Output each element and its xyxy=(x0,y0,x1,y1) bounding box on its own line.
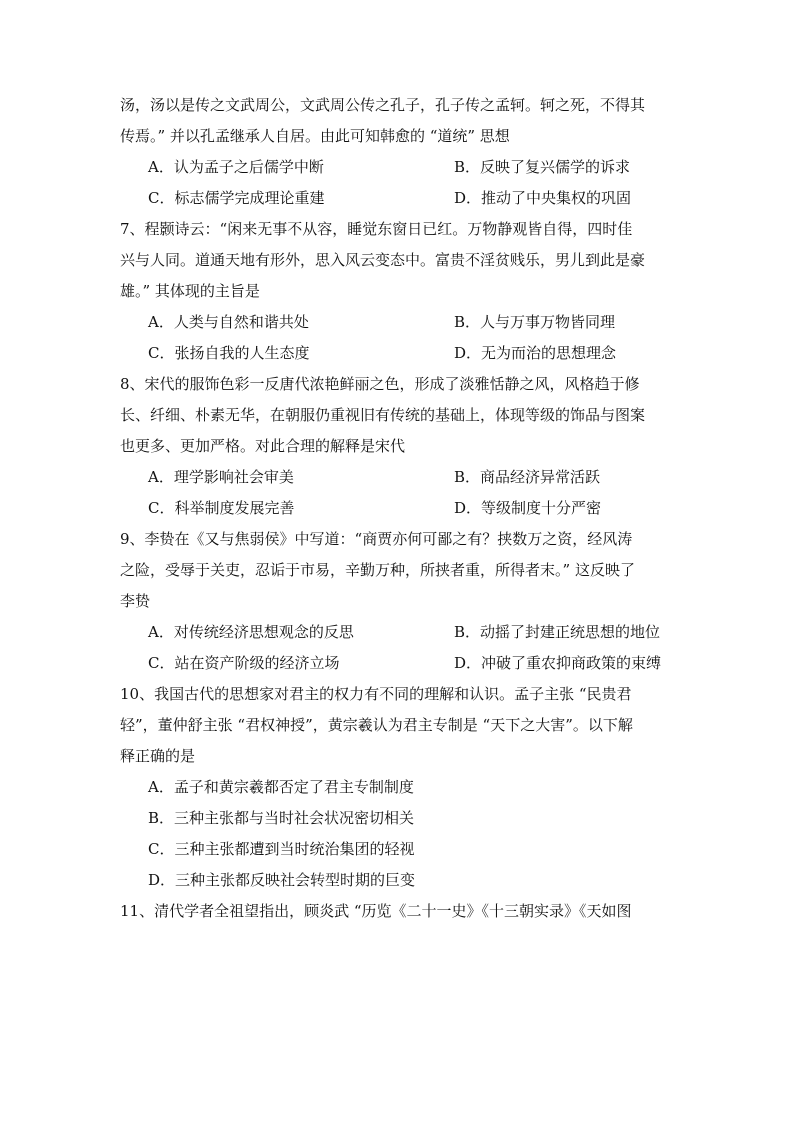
question-10-option-b-row xyxy=(120,803,680,834)
question-8-stem-line-3: 也更多、更加严格。对此合理的解释是宋代 xyxy=(120,437,406,455)
question-9-option-b: B．动摇了封建正统思想的地位 xyxy=(454,623,661,641)
question-6-option-a: A．认为孟子之后儒学中断 xyxy=(148,158,324,176)
question-8-stem-line-2: 长、纤细、朴素无华，在朝服仍重视旧有传统的基础上，体现等级的饰品与图案 xyxy=(120,406,646,424)
question-6-stem-line-1: 汤，汤以是传之文武周公，文武周公传之孔子，孔子传之孟轲。轲之死，不得其 xyxy=(120,96,646,114)
question-10-stem-line-3: 释正确的是 xyxy=(120,747,196,765)
question-6-option-d: D．推动了中央集权的巩固 xyxy=(454,189,632,207)
document-content xyxy=(120,90,680,927)
question-9-option-c: C．站在资产阶级的经济立场 xyxy=(148,654,340,672)
question-9-stem-line-2: 之险，受辱于关吏，忍诟于市易，辛勤万种，所挟者重，所得者末。” 这反映了 xyxy=(120,561,635,579)
question-8-option-d: D．等级制度十分严密 xyxy=(454,499,602,517)
question-10-option-d: D．三种主张都反映社会转型时期的巨变 xyxy=(148,871,416,889)
question-7-options-row-1 xyxy=(120,307,680,338)
question-6-options-row-2 xyxy=(120,183,680,214)
question-8-option-c: C．科举制度发展完善 xyxy=(148,499,295,517)
question-7 xyxy=(120,214,680,369)
question-6-option-c: C．标志儒学完成理论重建 xyxy=(148,189,325,207)
question-9-stem-line-3: 李贽 xyxy=(120,592,151,610)
question-9 xyxy=(120,524,680,679)
question-7-stem-line-1: 7、程颢诗云：“闲来无事不从容，睡觉东窗日已红。万物静观皆自得，四时佳 xyxy=(120,220,633,238)
question-7-stem-line-3: 雄。” 其体现的主旨是 xyxy=(120,282,260,300)
question-10-stem-line-2: 轻”，董仲舒主张 “君权神授”，黄宗羲认为君主专制是 “天下之大害”。以下解 xyxy=(120,716,633,734)
question-8-options-row-2 xyxy=(120,493,680,524)
question-11 xyxy=(120,896,680,927)
question-8-options-row-1 xyxy=(120,462,680,493)
question-9-option-a: A．对传统经济思想观念的反思 xyxy=(148,623,354,641)
question-9-options-row-1 xyxy=(120,617,680,648)
question-8-stem-line-1: 8、宋代的服饰色彩一反唐代浓艳鲜丽之色，形成了淡雅恬静之风，风格趋于修 xyxy=(120,375,640,393)
question-10-option-b: B．三种主张都与当时社会状况密切相关 xyxy=(148,809,415,827)
question-9-options-row-2 xyxy=(120,648,680,679)
question-7-options-row-2 xyxy=(120,338,680,369)
question-10-option-a-row xyxy=(120,772,680,803)
question-10-option-d-row xyxy=(120,865,680,896)
question-10-stem-line-1: 10、我国古代的思想家对君主的权力有不同的理解和认识。孟子主张 “民贵君 xyxy=(120,685,632,703)
question-10-option-c: C．三种主张都遭到当时统治集团的轻视 xyxy=(148,840,415,858)
question-7-option-b: B．人与万事万物皆同理 xyxy=(454,313,616,331)
question-10 xyxy=(120,679,680,896)
question-6 xyxy=(120,90,680,214)
question-10-option-c-row xyxy=(120,834,680,865)
question-7-option-d: D．无为而治的思想理念 xyxy=(454,344,617,362)
question-11-stem-line-1: 11、清代学者全祖望指出，顾炎武 “历览《二十一史》《十三朝实录》《天如图 xyxy=(120,902,632,920)
question-9-stem-line-1: 9、李贽在《又与焦弱侯》中写道：“商贾亦何可鄙之有？挟数万之资，经风涛 xyxy=(120,530,633,548)
question-10-option-a: A．孟子和黄宗羲都否定了君主专制制度 xyxy=(148,778,414,796)
question-7-option-a: A．人类与自然和谐共处 xyxy=(148,313,309,331)
question-7-stem-line-2: 兴与人同。道通天地有形外，思入风云变态中。富贵不淫贫贱乐，男儿到此是豪 xyxy=(120,251,646,269)
question-6-stem-line-2: 传焉。” 并以孔孟继承人自居。由此可知韩愈的 “道统” 思想 xyxy=(120,127,510,145)
question-8-option-b: B．商品经济异常活跃 xyxy=(454,468,601,486)
question-7-option-c: C．张扬自我的人生态度 xyxy=(148,344,310,362)
question-6-options-row-1 xyxy=(120,152,680,183)
question-6-option-b: B．反映了复兴儒学的诉求 xyxy=(454,158,631,176)
question-9-option-d: D．冲破了重农抑商政策的束缚 xyxy=(454,654,662,672)
question-8 xyxy=(120,369,680,524)
question-8-option-a: A．理学影响社会审美 xyxy=(148,468,294,486)
